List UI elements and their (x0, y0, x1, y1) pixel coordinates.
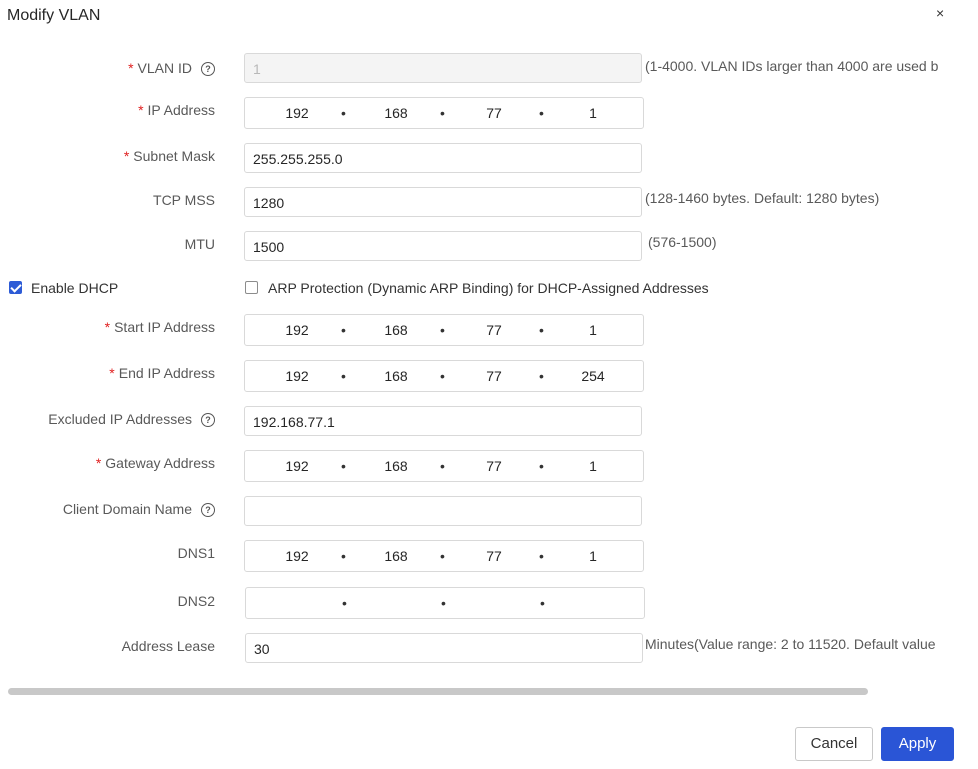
ip-octet-3[interactable] (465, 588, 525, 618)
required-mark: * (138, 102, 144, 118)
dialog-title: Modify VLAN (7, 7, 101, 24)
ip-octet-3[interactable]: 77 (486, 548, 502, 564)
end-ip-label (109, 363, 215, 383)
gateway-input[interactable] (244, 450, 644, 482)
address-lease-label: Address Lease (121, 638, 215, 654)
subnet-mask-label (124, 146, 215, 166)
row-tcp-mss (0, 190, 958, 224)
row-vlan-id (0, 56, 958, 90)
subnet-mask-input[interactable]: 255.255.255.0 (244, 143, 642, 173)
excluded-ip-input[interactable]: 192.168.77.1 (244, 406, 642, 436)
gateway-label-text: Gateway Address (105, 455, 215, 471)
client-domain-label (63, 499, 215, 519)
vlan-id-label-text: VLAN ID (137, 60, 192, 76)
apply-button[interactable]: Apply (881, 727, 954, 761)
ip-octet-4[interactable]: 1 (589, 105, 597, 121)
client-domain-label-text: Client Domain Name (62, 501, 192, 517)
ip-octet-4[interactable]: 1 (589, 548, 597, 564)
ip-octet-3[interactable]: 77 (486, 105, 502, 121)
vlan-id-hint: (1-4000. VLAN IDs larger than 4000 are used b (645, 58, 939, 74)
question-circle-icon[interactable]: ? (201, 62, 215, 76)
dns2-label: DNS2 (177, 593, 215, 609)
start-ip-label (105, 317, 215, 337)
horizontal-scrollbar[interactable] (8, 688, 868, 695)
question-circle-icon[interactable]: ? (201, 503, 215, 517)
tcp-mss-input[interactable]: 1280 (244, 187, 642, 217)
octet-separator: • (441, 595, 446, 611)
ip-octet-2[interactable]: 168 (384, 105, 408, 121)
row-subnet-mask (0, 146, 958, 180)
vlan-id-input: 1 (244, 53, 642, 83)
octet-separator: • (440, 458, 445, 474)
ip-address-label (138, 100, 215, 120)
ip-octet-3[interactable]: 77 (486, 368, 502, 384)
end-ip-input[interactable] (244, 360, 644, 392)
octet-separator: • (440, 105, 445, 121)
ip-octet-1[interactable]: 192 (285, 322, 309, 338)
mtu-input[interactable]: 1500 (244, 231, 642, 261)
row-dhcp-options (0, 280, 958, 314)
ip-octet-2[interactable]: 168 (384, 548, 408, 564)
dns1-label: DNS1 (177, 545, 215, 561)
mtu-hint: (576-1500) (648, 234, 717, 250)
ip-address-input[interactable] (244, 97, 644, 129)
row-address-lease (0, 636, 958, 670)
arp-protection-checkbox[interactable] (245, 281, 258, 294)
required-mark: * (104, 319, 111, 335)
octet-separator: • (539, 458, 544, 474)
octet-separator: • (341, 368, 346, 384)
ip-octet-4[interactable]: 1 (589, 322, 597, 338)
octet-separator: • (540, 595, 545, 611)
row-gateway (0, 453, 958, 487)
row-mtu (0, 234, 958, 268)
tcp-mss-hint: (128-1460 bytes. Default: 1280 bytes) (645, 190, 880, 206)
octet-separator: • (440, 368, 445, 384)
dns1-input[interactable] (244, 540, 644, 572)
required-mark: * (109, 365, 115, 381)
row-ip-address (0, 100, 958, 134)
address-lease-input[interactable]: 30 (245, 633, 643, 663)
excluded-ip-label (48, 409, 215, 429)
octet-separator: • (341, 548, 346, 564)
vlan-id-label (128, 58, 215, 78)
cancel-button[interactable]: Cancel (795, 727, 873, 761)
ip-octet-1[interactable]: 192 (285, 368, 309, 384)
ip-octet-2[interactable]: 168 (384, 322, 408, 338)
row-end-ip (0, 363, 958, 397)
enable-dhcp-label[interactable]: Enable DHCP (31, 280, 119, 296)
dialog-body (0, 40, 958, 680)
enable-dhcp-checkbox[interactable] (9, 281, 22, 294)
gateway-label (96, 453, 215, 473)
ip-octet-1[interactable]: 192 (285, 105, 309, 121)
dns2-input[interactable] (245, 587, 645, 619)
ip-octet-4[interactable]: 254 (581, 368, 605, 384)
ip-octet-4[interactable]: 1 (589, 458, 597, 474)
octet-separator: • (539, 105, 544, 121)
mtu-label: MTU (184, 236, 215, 252)
end-ip-label-text: End IP Address (118, 365, 215, 381)
octet-separator: • (342, 595, 347, 611)
ip-octet-1[interactable]: 192 (285, 458, 309, 474)
octet-separator: • (440, 322, 445, 338)
ip-octet-1[interactable] (268, 588, 328, 618)
octet-separator: • (341, 105, 346, 121)
required-mark: * (123, 148, 130, 164)
tcp-mss-label: TCP MSS (153, 192, 215, 208)
address-lease-hint: Minutes(Value range: 2 to 11520. Default value (645, 636, 936, 652)
octet-separator: • (341, 458, 346, 474)
row-dns1 (0, 543, 958, 577)
ip-octet-3[interactable]: 77 (486, 322, 502, 338)
ip-octet-4[interactable] (564, 588, 624, 618)
octet-separator: • (341, 322, 346, 338)
close-icon[interactable]: × (936, 5, 945, 21)
question-circle-icon[interactable]: ? (201, 413, 215, 427)
octet-separator: • (539, 368, 544, 384)
octet-separator: • (440, 548, 445, 564)
row-excluded-ip (0, 409, 958, 443)
row-dns2 (0, 591, 958, 625)
ip-octet-3[interactable]: 77 (486, 458, 502, 474)
subnet-mask-label-text: Subnet Mask (133, 148, 215, 164)
octet-separator: • (539, 548, 544, 564)
ip-octet-1[interactable]: 192 (285, 548, 309, 564)
row-client-domain (0, 499, 958, 533)
required-mark: * (128, 60, 134, 76)
ip-octet-2[interactable]: 168 (384, 458, 408, 474)
start-ip-input[interactable] (244, 314, 644, 346)
ip-address-label-text: IP Address (147, 102, 215, 118)
required-mark: * (95, 455, 102, 471)
octet-separator: • (539, 322, 544, 338)
ip-octet-2[interactable] (367, 588, 427, 618)
start-ip-label-text: Start IP Address (114, 319, 215, 335)
ip-octet-2[interactable]: 168 (384, 368, 408, 384)
excluded-ip-label-text: Excluded IP Addresses (48, 411, 192, 427)
row-start-ip (0, 317, 958, 351)
arp-protection-label[interactable]: ARP Protection (Dynamic ARP Binding) for DHCP-Assigned Addresses (268, 280, 709, 296)
client-domain-input[interactable] (244, 496, 642, 526)
